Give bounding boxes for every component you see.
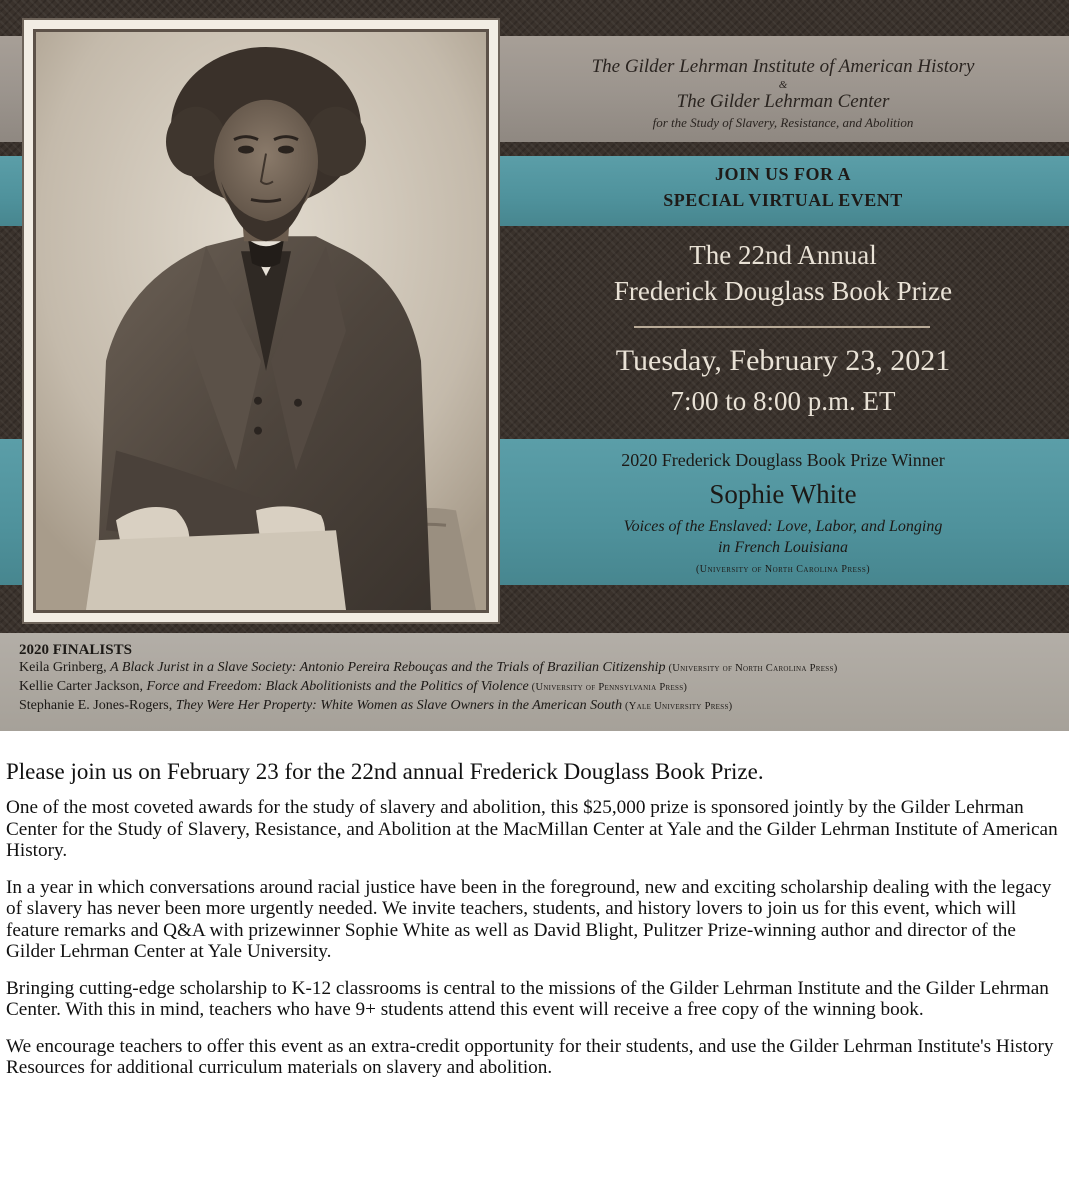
intro-line: Please join us on February 23 for the 22nd annual Frederick Douglass Book Prize. <box>6 759 764 784</box>
description-paragraph: We encourage teachers to offer this event as an extra-credit opportunity for their students, and use the Gilder Lehrman Institute's History Resources for additional curriculum materials on slavery and abolition. <box>6 1035 1054 1078</box>
prize-title-line-1: The 22nd Annual <box>689 240 877 270</box>
description-paragraph: One of the most coveted awards for the study of slavery and abolition, this $25,000 prize is sponsored jointly by the Gilder Lehrman Center for the Study of Slavery, Resistance, and Abolition at the MacMillan Center at Yale and the Gilder Lehrman Institute of American History. <box>6 797 1058 861</box>
finalist-press: (Yale University Press) <box>622 701 733 712</box>
institution-ampersand: & <box>778 79 788 91</box>
finalist-title: A Black Jurist in a Slave Society: Antonio Pereira Rebouças and the Trials of Brazilian Citizenship <box>110 660 666 675</box>
title-divider <box>634 326 930 328</box>
finalist-item <box>19 697 1069 716</box>
winner-book-title-line-2: in French Louisiana <box>717 539 849 556</box>
event-date: Tuesday, February 23, 2021 <box>615 344 951 377</box>
description-paragraph: In a year in which conversations around racial justice have been in the foreground, new and exciting scholarship dealing with the legacy of slavery has never been more urgently needed. We invite teachers, students, and history lovers to join us for this event, which will feature remarks and Q&A with prizewinner Sophie White as well as David Blight, Pulitzer Prize-winning author and director of the Gilder Lehrman Center at Yale University. <box>6 876 1052 962</box>
finalist-item <box>19 659 1069 678</box>
finalist-title: They Were Her Property: White Women as Slave Owners in the American South <box>175 698 623 713</box>
invite-line-1: JOIN US FOR A <box>714 164 851 184</box>
finalists-heading: 2020 FINALISTS <box>19 642 132 658</box>
finalist-press: (University of Pennsylvania Press) <box>528 682 688 693</box>
winner-heading: 2020 Frederick Douglass Book Prize Winner <box>621 450 945 470</box>
description-paragraph: Bringing cutting-edge scholarship to K-12 classrooms is central to the missions of the Gilder Lehrman Institute and the Gilder Lehrman Center. With this in mind, teachers who have 9+ students attend this event will receive a free copy of the winning book. <box>6 977 1049 1020</box>
finalist-author: Keila Grinberg, <box>19 660 111 675</box>
event-description <box>6 759 1061 1094</box>
finalist-title: Force and Freedom: Black Abolitionists and the Politics of Violence <box>146 679 529 694</box>
institute-name: The Gilder Lehrman Institute of American History <box>591 56 975 77</box>
center-subtitle: for the Study of Slavery, Resistance, and Abolition <box>652 115 914 130</box>
portrait-image <box>33 29 489 613</box>
winner-book-press: (University of North Carolina Press) <box>695 564 871 575</box>
invite-line-2: SPECIAL VIRTUAL EVENT <box>663 190 903 210</box>
frederick-douglass-portrait <box>36 32 486 610</box>
finalist-item <box>19 678 1069 697</box>
finalist-author: Kellie Carter Jackson, <box>19 679 147 694</box>
finalists-section <box>0 633 1069 731</box>
prize-title-line-2: Frederick Douglass Book Prize <box>613 276 953 306</box>
finalist-press: (University of North Carolina Press) <box>665 663 838 674</box>
center-name: The Gilder Lehrman Center <box>676 91 890 112</box>
event-time: 7:00 to 8:00 p.m. ET <box>670 386 896 416</box>
winner-name: Sophie White <box>709 479 857 509</box>
winner-book-title-line-1: Voices of the Enslaved: Love, Labor, and Longing <box>623 518 943 535</box>
portrait-frame <box>22 18 500 624</box>
finalist-author: Stephanie E. Jones-Rogers, <box>19 698 176 713</box>
